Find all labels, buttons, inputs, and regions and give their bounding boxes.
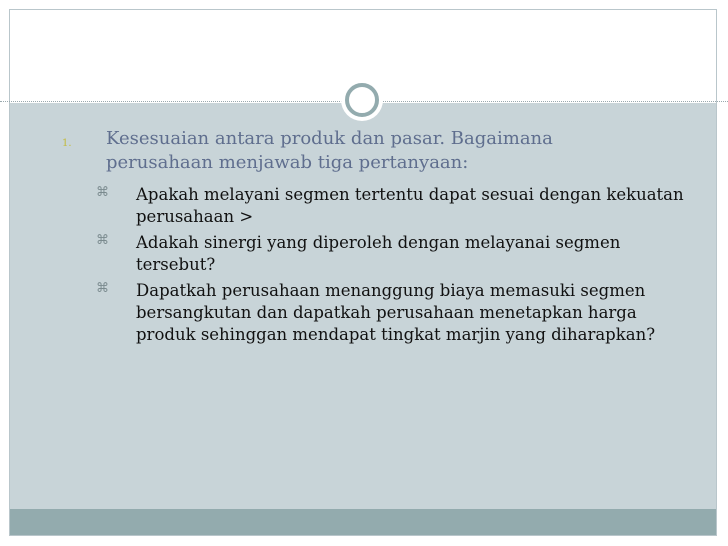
list-item-text: Kesesuaian antara produk dan pasar. Bagaimana perusahaan menjawab tiga pertanyaan: [106,128,553,173]
list-number: 1. [62,138,72,149]
bullet-icon: ⌘ [96,281,109,296]
sub-item-text: Apakah melayani segmen tertentu dapat sesuai dengan kekuatan perusahaan > [136,185,684,226]
sub-list-item [96,184,706,228]
sub-item-text: Adakah sinergi yang diperoleh dengan melayanai segmen tersebut? [136,233,621,274]
circle-ornament-icon [341,79,383,121]
bullet-icon: ⌘ [96,185,109,200]
footer-band [10,509,716,535]
sub-bullet-list [96,184,706,350]
sub-item-text: Dapatkah perusahaan menanggung biaya memasuki segmen bersangkutan dan dapatkah perusahaan menetapkan harga produk sehinggan mendapat tingkat marjin yang diharapkan? [136,281,656,344]
bullet-icon: ⌘ [96,233,109,248]
sub-list-item [96,232,706,276]
sub-list-item [96,280,706,346]
